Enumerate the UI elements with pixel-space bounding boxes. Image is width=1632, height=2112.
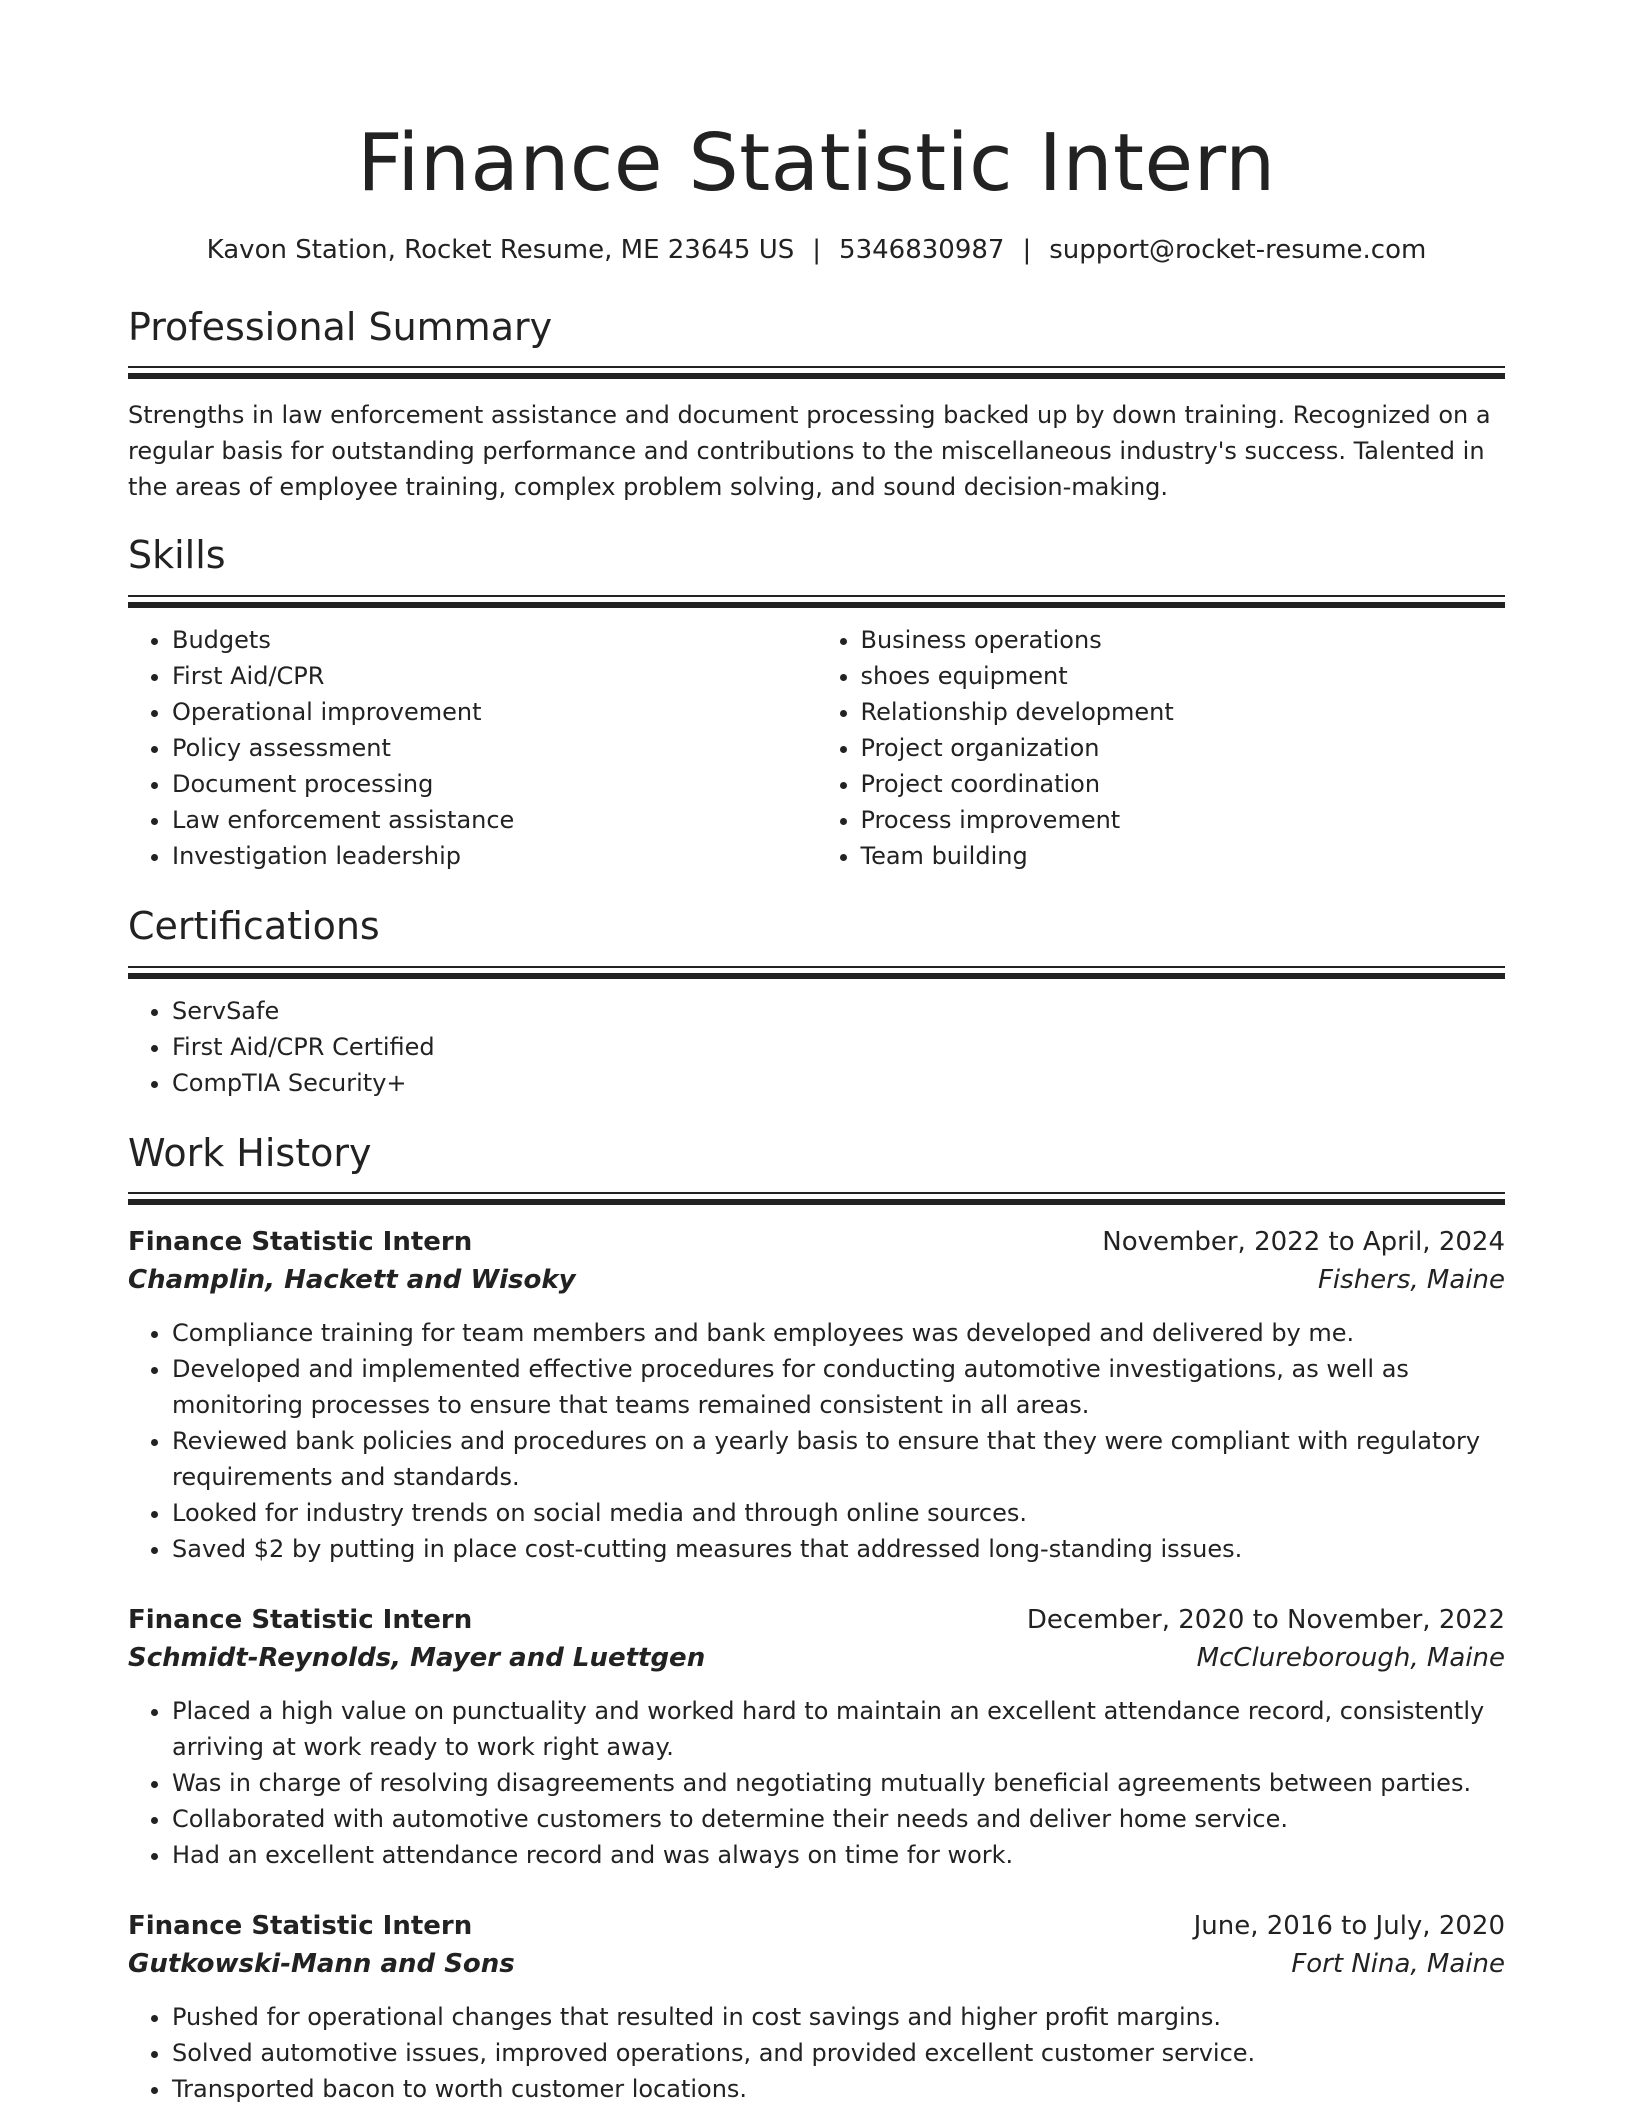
job-company-row (128, 1945, 1505, 1983)
summary-text: Strengths in law enforcement assistance and document processing backed up by down training. Recognized on a regular basis for outstanding performance and contributions to the miscellaneous industry's success. Talented in the areas of employee training, complex problem solving, and sound decision-making. (128, 401, 1491, 502)
job-bullets (128, 1693, 1505, 1873)
certification-item: • ServSafe (172, 993, 1505, 1029)
contact-phone: 5346830987 (839, 234, 1005, 265)
skill-item: • Budgets (172, 622, 817, 658)
job-title: Finance Statistic Intern (128, 1227, 473, 1258)
contact-email[interactable]: support@rocket-resume.com (1049, 234, 1427, 265)
job-location: Fishers, Maine (1317, 1265, 1505, 1296)
section-divider (128, 1192, 1505, 1205)
job-bullet: • Reviewed bank policies and procedures on a yearly basis to ensure that they were compliant with regulatory requirements and standards. (172, 1423, 1505, 1495)
job-location: Fort Nina, Maine (1291, 1949, 1505, 1980)
skills-list-left (128, 622, 817, 874)
job-entry (128, 1223, 1505, 1567)
certification-item: • CompTIA Security+ (172, 1065, 1505, 1101)
certification-item: • First Aid/CPR Certified (172, 1029, 1505, 1065)
skill-item: • Project organization (861, 730, 1506, 766)
skill-item: • Policy assessment (172, 730, 817, 766)
job-bullet: • Was in charge of resolving disagreements and negotiating mutually beneficial agreements between parties. (172, 1765, 1505, 1801)
job-bullet: • Looked for industry trends on social media and through online sources. (172, 1495, 1505, 1531)
job-dates: June, 2016 to July, 2020 (1193, 1911, 1505, 1942)
job-title: Finance Statistic Intern (128, 1605, 473, 1636)
job-bullets (128, 1315, 1505, 1567)
section-divider (128, 966, 1505, 979)
contact-address: Kavon Station, Rocket Resume, ME 23645 US (206, 234, 795, 265)
section-heading-work-history: Work History (128, 1130, 372, 1175)
skills-columns (128, 608, 1505, 874)
skill-item: • Team building (861, 838, 1506, 874)
skill-item: • Operational improvement (172, 694, 817, 730)
job-bullet: • Placed a high value on punctuality and worked hard to maintain an excellent attendance record, consistently arriving at work ready to work right away. (172, 1693, 1505, 1765)
skill-item: • Relationship development (861, 694, 1506, 730)
section-divider (128, 595, 1505, 608)
job-header-row (128, 1601, 1505, 1639)
section-heading-certifications: Certifications (128, 904, 380, 949)
section-divider (128, 366, 1505, 379)
job-entry (128, 1907, 1505, 2107)
contact-line (128, 235, 1505, 265)
job-company: Champlin, Hackett and Wisoky (128, 1265, 576, 1296)
job-bullet: • Saved $2 by putting in place cost-cutting measures that addressed long-standing issues. (172, 1531, 1505, 1567)
certifications-list (128, 993, 1505, 1101)
job-bullet: • Had an excellent attendance record and was always on time for work. (172, 1837, 1505, 1873)
skill-item: • Process improvement (861, 802, 1506, 838)
skill-item: • Document processing (172, 766, 817, 802)
job-bullet: • Transported bacon to worth customer locations. (172, 2071, 1505, 2107)
jobs-list (128, 1223, 1505, 2107)
job-bullets (128, 1999, 1505, 2107)
certifications-section (128, 904, 1505, 1101)
job-bullet: • Pushed for operational changes that resulted in cost savings and higher profit margins. (172, 1999, 1505, 2035)
skill-item: • Project coordination (861, 766, 1506, 802)
job-company: Gutkowski-Mann and Sons (128, 1949, 515, 1980)
job-bullet: • Collaborated with automotive customers to determine their needs and deliver home service. (172, 1801, 1505, 1837)
job-dates: November, 2022 to April, 2024 (1102, 1227, 1505, 1258)
job-company: Schmidt-Reynolds, Mayer and Luettgen (128, 1643, 706, 1674)
job-bullet: • Developed and implemented effective procedures for conducting automotive investigations, as well as monitoring processes to ensure that teams remained consistent in all areas. (172, 1351, 1505, 1423)
contact-separator: | (812, 234, 822, 265)
skills-section (128, 533, 1505, 874)
skill-item: • Business operations (861, 622, 1506, 658)
contact-separator: | (1022, 234, 1032, 265)
work-history-section (128, 1131, 1505, 2108)
skills-list-right (817, 622, 1506, 874)
section-heading-summary: Professional Summary (128, 304, 553, 349)
job-company-row (128, 1261, 1505, 1299)
skill-item: • Law enforcement assistance (172, 802, 817, 838)
skill-item: • shoes equipment (861, 658, 1506, 694)
job-bullet: • Compliance training for team members and bank employees was developed and delivered by me. (172, 1315, 1505, 1351)
job-location: McClureborough, Maine (1196, 1643, 1505, 1674)
section-heading-skills: Skills (128, 533, 226, 578)
job-title: Finance Statistic Intern (128, 1911, 473, 1942)
skill-item: • Investigation leadership (172, 838, 817, 874)
job-entry (128, 1601, 1505, 1873)
job-header-row (128, 1907, 1505, 1945)
resume-title: Finance Statistic Intern (357, 117, 1276, 209)
skill-item: • First Aid/CPR (172, 658, 817, 694)
job-bullet: • Solved automotive issues, improved operations, and provided excellent customer service. (172, 2035, 1505, 2071)
summary-section (128, 305, 1505, 506)
job-header-row (128, 1223, 1505, 1261)
job-dates: December, 2020 to November, 2022 (1026, 1605, 1505, 1636)
job-company-row (128, 1639, 1505, 1677)
